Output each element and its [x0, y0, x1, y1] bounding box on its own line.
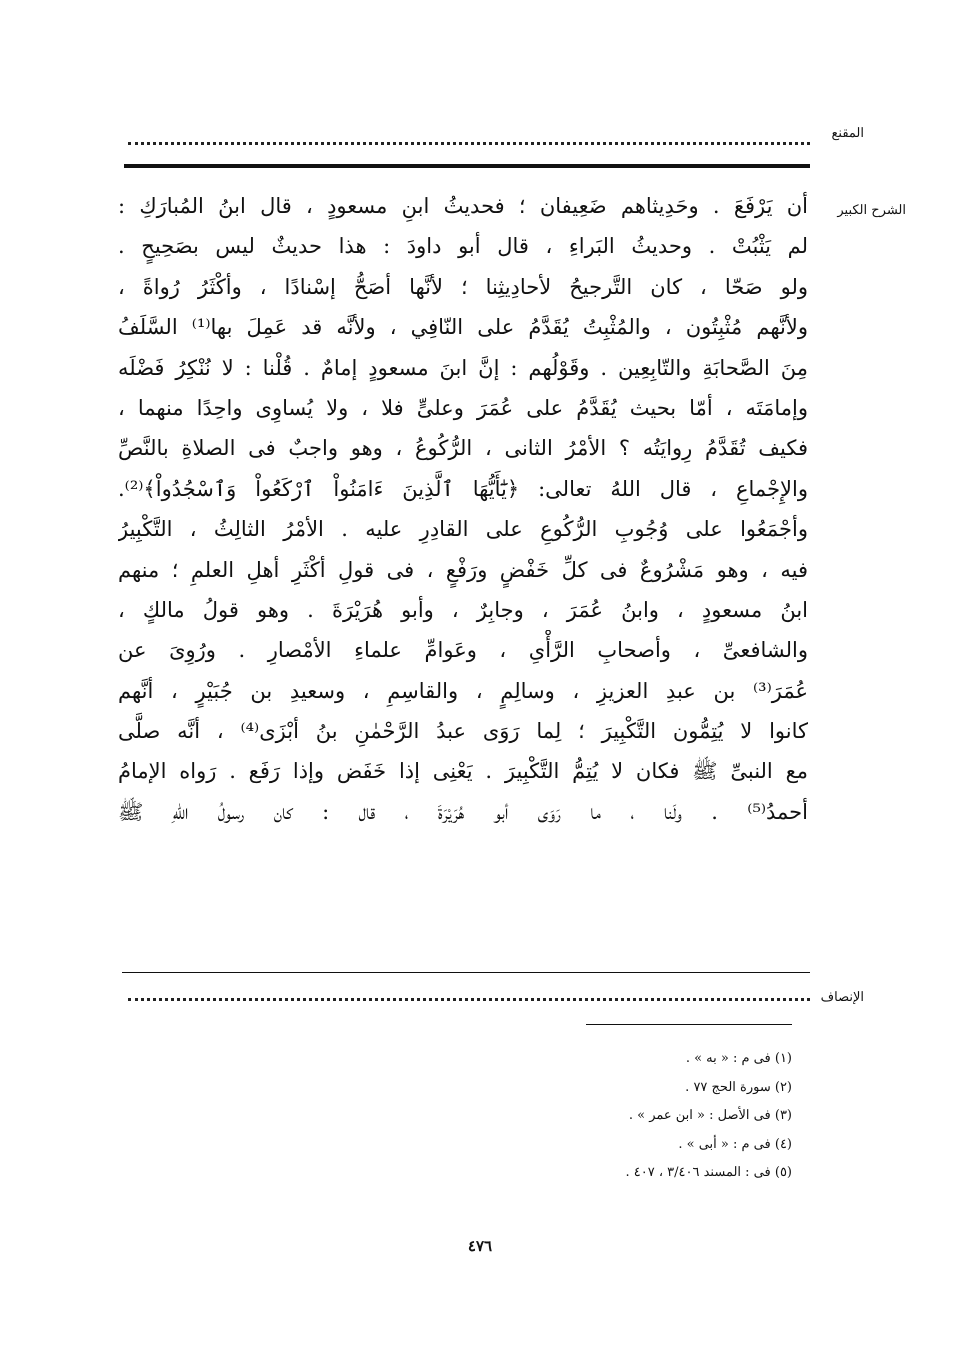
- text-line: فكيف تُقَدَّمُ رِوايَتُه ؟ الأمْرُ الثانى ، الرُّكُوعُ ، وهو واجبٌ فى الصلاةِ بالنَّصِّ: [118, 436, 808, 461]
- header-book-label: المقنع: [831, 126, 864, 141]
- text-line: وإمامَتَه ، أمّا بحيث يُقَدَّمُ على عُمَرَ وعلىٍّ فلا ، ولا يُساوِى واحِدًا منهما ،: [118, 395, 808, 420]
- text-line: لم يَثْبُتْ . وحديثُ البَراءِ ، قال أبو داودَ : هذا حديثٌ ليس بصَحِيحٍ .: [118, 234, 808, 259]
- text-line: فيه ، وهو مَشْرُوعٌ فى كلِّ خَفْضٍ ورَفْعٍ ، فى قولِ أكْثَرِ أهلِ العلمِ ؛ منهم: [118, 557, 808, 582]
- text-line: أن يَرْفَعَ . وحَدِيثاهم ضَعِيفان ؛ فحديثُ ابنِ مسعودٍ ، قال ابنُ المُبارَكِ :: [118, 194, 808, 218]
- text-line: مِنَ الصَّحابَةِ والتّابِعِين . وقَوْلُهم : إنَّ ابنَ مسعودٍ إمامٌ . قُلْنا : لا نُنْكِرُ فَضْلَه: [118, 355, 808, 380]
- main-commentary-text: [118, 186, 808, 832]
- text-line: وأجْمَعُوا على وُجُوبِ الرُّكُوعِ على القادِرِ عليه . الأمْرُ الثالِثُ ، التَّكْبِيرُ: [118, 517, 808, 542]
- body-end-rule: [122, 972, 810, 973]
- footnote: (١) فى م : « به » .: [685, 1051, 792, 1066]
- insaf-dotted-leader: [128, 998, 810, 1001]
- text-line: ابنُ مسعودٍ ، وابنُ عُمَرَ ، وجابِرٌ ، وأبو هُرَيْرَةَ . وهو قولُ مالكٍ ،: [118, 597, 808, 622]
- text-line: ولأنَّهم مُثْبِتُون ، والمُثْبِتُ يُقَدَّمُ على النّافِي ، ولأنَّه قد عَمِلَ بها⁽¹⁾ السَّلَفُ: [118, 315, 808, 340]
- text-line: كانوا لا يُتِمُّون التَّكْبِيرَ ؛ لِما رَوَى عبدُ الرَّحْمٰنِ بنُ أبْزَى⁽⁴⁾ ، أنَّه صلَّى: [118, 719, 808, 744]
- header-dotted-leader: [128, 142, 810, 145]
- text-line: والإِجْماعِ ، قال اللهُ تعالى: ﴿يَٰٓأَيُّهَا ٱلَّذِينَ ءَامَنُواْ ٱرْكَعُواْ وَٱسْجُدُواْ﴾⁽²⁾.: [118, 476, 808, 501]
- footnote: (٢) سورة الحج ٧٧ .: [685, 1079, 792, 1095]
- text-line: ولو صَحّا ، كان التَّرجيحُ لأحادِيثِنا ؛ لأنَّها أصَحُّ إسْنادًا ، وأكْثَرُ رُواةً ،: [118, 274, 808, 299]
- page-number: ٤٧٦: [467, 1237, 493, 1255]
- text-line: أحمدُ⁽⁵⁾ . ولَنا ، ما رَوَى أبو هُرَيْرَةَ ، قال : كان رسولُ اللهِ ﷺ: [118, 799, 808, 824]
- footnote-separator: [586, 1024, 792, 1025]
- footnote: (٤) فى م : « أبى » .: [678, 1136, 792, 1152]
- header-rule: [124, 164, 810, 168]
- footnotes: [480, 1045, 792, 1188]
- footnote: (٣) فى الأصل : « ابن عمر » .: [628, 1108, 792, 1123]
- insaf-label: الإنصاف: [820, 990, 864, 1005]
- text-line: مع النبىِّ ﷺ فكان لا يُتِمُّ التَّكْبِيرَ . يَعْنِى إذا خَفَض وإذا رَفَع . رَواه الإمامُ: [118, 759, 808, 784]
- text-line: عُمَرَ⁽³⁾ بن عبدِ العزيزِ ، وسالِمٍ ، والقاسِمِ ، وسعيدِ بن جُبَيْرٍ ، أنَّهم: [118, 678, 808, 703]
- side-label-sharh-kabir: الشرح الكبير: [837, 203, 906, 218]
- text-line: والشافعىِّ ، وأصحابِ الرَّأْىِ ، وعَوامِّ علماءِ الأمْصارِ . ورُوِىَ عن: [118, 638, 808, 663]
- footnote: (٥) فى : المسند ٣/٤٠٦ ، ٤٠٧ .: [625, 1165, 792, 1180]
